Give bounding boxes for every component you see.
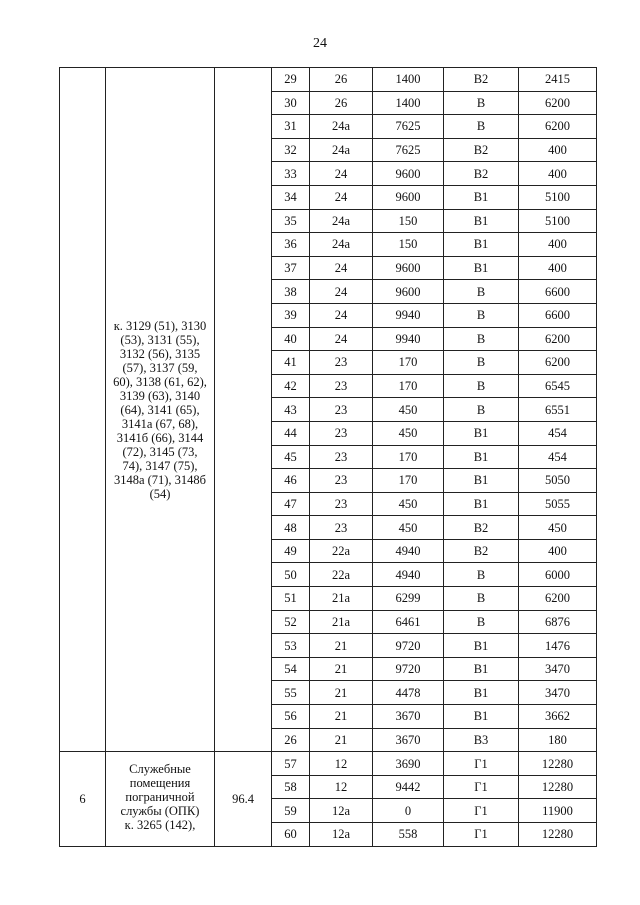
axis-cell: 24а bbox=[310, 209, 373, 233]
value-cell: 3662 bbox=[519, 705, 597, 729]
group-number-cell: 6 bbox=[60, 752, 106, 846]
class-cell: В bbox=[444, 327, 519, 351]
class-cell: В2 bbox=[444, 138, 519, 162]
class-cell: В2 bbox=[444, 516, 519, 540]
axis-cell: 24а bbox=[310, 138, 373, 162]
row-number-cell: 57 bbox=[272, 752, 310, 776]
class-cell: В1 bbox=[444, 681, 519, 705]
row-number-cell: 44 bbox=[272, 421, 310, 445]
row-number-cell: 41 bbox=[272, 351, 310, 375]
value-cell: 6200 bbox=[519, 327, 597, 351]
axis-cell: 24 bbox=[310, 280, 373, 304]
class-cell: В1 bbox=[444, 185, 519, 209]
row-number-cell: 40 bbox=[272, 327, 310, 351]
distance-cell: 3690 bbox=[373, 752, 444, 776]
value-cell: 2415 bbox=[519, 68, 597, 92]
distance-cell: 450 bbox=[373, 398, 444, 422]
value-cell: 6200 bbox=[519, 115, 597, 139]
class-cell: В bbox=[444, 587, 519, 611]
value-cell: 6600 bbox=[519, 280, 597, 304]
row-number-cell: 29 bbox=[272, 68, 310, 92]
distance-cell: 4940 bbox=[373, 539, 444, 563]
value-cell: 6876 bbox=[519, 610, 597, 634]
value-cell: 400 bbox=[519, 233, 597, 257]
class-cell: В bbox=[444, 563, 519, 587]
distance-cell: 4478 bbox=[373, 681, 444, 705]
class-cell: В bbox=[444, 610, 519, 634]
description-cell bbox=[106, 752, 215, 846]
class-cell: В bbox=[444, 115, 519, 139]
row-number-cell: 39 bbox=[272, 303, 310, 327]
value-cell: 6000 bbox=[519, 563, 597, 587]
row-number-cell: 54 bbox=[272, 657, 310, 681]
row-number-cell: 51 bbox=[272, 587, 310, 611]
class-cell: В3 bbox=[444, 728, 519, 752]
class-cell: В bbox=[444, 398, 519, 422]
description-text: Служебные помещения пограничной службы (ОПК) к. 3265 (142), bbox=[120, 762, 200, 833]
row-number-cell: 52 bbox=[272, 610, 310, 634]
class-cell: В1 bbox=[444, 421, 519, 445]
row-number-cell: 33 bbox=[272, 162, 310, 186]
axis-cell: 21 bbox=[310, 634, 373, 658]
distance-cell: 9600 bbox=[373, 256, 444, 280]
distance-cell: 170 bbox=[373, 445, 444, 469]
row-number-cell: 34 bbox=[272, 185, 310, 209]
class-cell: В1 bbox=[444, 445, 519, 469]
class-cell: В1 bbox=[444, 233, 519, 257]
distance-cell: 4940 bbox=[373, 563, 444, 587]
distance-cell: 450 bbox=[373, 421, 444, 445]
row-number-cell: 48 bbox=[272, 516, 310, 540]
row-number-cell: 43 bbox=[272, 398, 310, 422]
row-number-cell: 30 bbox=[272, 91, 310, 115]
distance-cell: 3670 bbox=[373, 705, 444, 729]
axis-cell: 23 bbox=[310, 421, 373, 445]
description-cell bbox=[106, 68, 215, 752]
axis-cell: 12 bbox=[310, 775, 373, 799]
value-cell: 5100 bbox=[519, 209, 597, 233]
distance-cell: 170 bbox=[373, 351, 444, 375]
axis-cell: 22а bbox=[310, 539, 373, 563]
axis-cell: 26 bbox=[310, 91, 373, 115]
distance-cell: 6461 bbox=[373, 610, 444, 634]
class-cell: Г1 bbox=[444, 752, 519, 776]
area-cell bbox=[215, 68, 272, 752]
value-cell: 6551 bbox=[519, 398, 597, 422]
value-cell: 3470 bbox=[519, 681, 597, 705]
document-table bbox=[59, 67, 597, 847]
distance-cell: 558 bbox=[373, 823, 444, 847]
class-cell: В1 bbox=[444, 469, 519, 493]
axis-cell: 23 bbox=[310, 445, 373, 469]
table-row bbox=[60, 752, 597, 776]
class-cell: В bbox=[444, 280, 519, 304]
distance-cell: 170 bbox=[373, 374, 444, 398]
area-cell: 96.4 bbox=[215, 752, 272, 846]
axis-cell: 23 bbox=[310, 469, 373, 493]
row-number-cell: 35 bbox=[272, 209, 310, 233]
distance-cell: 450 bbox=[373, 492, 444, 516]
class-cell: Г1 bbox=[444, 823, 519, 847]
row-number-cell: 38 bbox=[272, 280, 310, 304]
axis-cell: 21 bbox=[310, 681, 373, 705]
row-number-cell: 31 bbox=[272, 115, 310, 139]
value-cell: 6200 bbox=[519, 91, 597, 115]
distance-cell: 9720 bbox=[373, 657, 444, 681]
row-number-cell: 37 bbox=[272, 256, 310, 280]
value-cell: 400 bbox=[519, 256, 597, 280]
value-cell: 6600 bbox=[519, 303, 597, 327]
row-number-cell: 56 bbox=[272, 705, 310, 729]
axis-cell: 24а bbox=[310, 233, 373, 257]
group-number-cell bbox=[60, 68, 106, 752]
row-number-cell: 49 bbox=[272, 539, 310, 563]
value-cell: 12280 bbox=[519, 823, 597, 847]
row-number-cell: 58 bbox=[272, 775, 310, 799]
value-cell: 1476 bbox=[519, 634, 597, 658]
axis-cell: 24 bbox=[310, 256, 373, 280]
class-cell: В1 bbox=[444, 492, 519, 516]
value-cell: 6200 bbox=[519, 351, 597, 375]
distance-cell: 7625 bbox=[373, 115, 444, 139]
row-number-cell: 60 bbox=[272, 823, 310, 847]
row-number-cell: 47 bbox=[272, 492, 310, 516]
distance-cell: 9600 bbox=[373, 185, 444, 209]
value-cell: 6200 bbox=[519, 587, 597, 611]
axis-cell: 23 bbox=[310, 398, 373, 422]
value-cell: 450 bbox=[519, 516, 597, 540]
distance-cell: 9600 bbox=[373, 280, 444, 304]
axis-cell: 21 bbox=[310, 728, 373, 752]
axis-cell: 21 bbox=[310, 657, 373, 681]
row-number-cell: 50 bbox=[272, 563, 310, 587]
class-cell: В1 bbox=[444, 634, 519, 658]
row-number-cell: 36 bbox=[272, 233, 310, 257]
value-cell: 12280 bbox=[519, 752, 597, 776]
class-cell: В1 bbox=[444, 256, 519, 280]
distance-cell: 450 bbox=[373, 516, 444, 540]
distance-cell: 9600 bbox=[373, 162, 444, 186]
value-cell: 400 bbox=[519, 539, 597, 563]
distance-cell: 3670 bbox=[373, 728, 444, 752]
page-number: 24 bbox=[313, 36, 327, 51]
class-cell: Г1 bbox=[444, 775, 519, 799]
axis-cell: 12 bbox=[310, 752, 373, 776]
distance-cell: 1400 bbox=[373, 91, 444, 115]
row-number-cell: 26 bbox=[272, 728, 310, 752]
class-cell: В bbox=[444, 303, 519, 327]
class-cell: В1 bbox=[444, 209, 519, 233]
axis-cell: 12а bbox=[310, 823, 373, 847]
distance-cell: 150 bbox=[373, 233, 444, 257]
value-cell: 5050 bbox=[519, 469, 597, 493]
value-cell: 5055 bbox=[519, 492, 597, 516]
class-cell: В1 bbox=[444, 657, 519, 681]
distance-cell: 9720 bbox=[373, 634, 444, 658]
class-cell: В bbox=[444, 374, 519, 398]
class-cell: В bbox=[444, 351, 519, 375]
value-cell: 5100 bbox=[519, 185, 597, 209]
value-cell: 3470 bbox=[519, 657, 597, 681]
axis-cell: 23 bbox=[310, 516, 373, 540]
value-cell: 400 bbox=[519, 138, 597, 162]
distance-cell: 1400 bbox=[373, 68, 444, 92]
value-cell: 6545 bbox=[519, 374, 597, 398]
axis-cell: 21 bbox=[310, 705, 373, 729]
row-number-cell: 55 bbox=[272, 681, 310, 705]
axis-cell: 24 bbox=[310, 327, 373, 351]
class-cell: Г1 bbox=[444, 799, 519, 823]
value-cell: 11900 bbox=[519, 799, 597, 823]
row-number-cell: 46 bbox=[272, 469, 310, 493]
axis-cell: 24а bbox=[310, 115, 373, 139]
row-number-cell: 42 bbox=[272, 374, 310, 398]
axis-cell: 24 bbox=[310, 162, 373, 186]
value-cell: 454 bbox=[519, 421, 597, 445]
axis-cell: 23 bbox=[310, 492, 373, 516]
table-row bbox=[60, 68, 597, 92]
distance-cell: 170 bbox=[373, 469, 444, 493]
axis-cell: 21а bbox=[310, 610, 373, 634]
class-cell: В2 bbox=[444, 539, 519, 563]
distance-cell: 6299 bbox=[373, 587, 444, 611]
distance-cell: 0 bbox=[373, 799, 444, 823]
description-text: к. 3129 (51), 3130 (53), 3131 (55), 3132 (56), 3135 (57), 3137 (59, 60), 3138 (61, 62), 3139 (63), 3140 (64), 3141 (65), 3141а (67, 68), 3141б (66), 3144 (72), 3145 (73, 74), 3147 (75), 3148а (71), 3148б (54) bbox=[113, 318, 207, 501]
value-cell: 400 bbox=[519, 162, 597, 186]
row-number-cell: 32 bbox=[272, 138, 310, 162]
value-cell: 12280 bbox=[519, 775, 597, 799]
value-cell: 454 bbox=[519, 445, 597, 469]
distance-cell: 150 bbox=[373, 209, 444, 233]
distance-cell: 9442 bbox=[373, 775, 444, 799]
class-cell: В1 bbox=[444, 705, 519, 729]
axis-cell: 26 bbox=[310, 68, 373, 92]
row-number-cell: 53 bbox=[272, 634, 310, 658]
axis-cell: 24 bbox=[310, 303, 373, 327]
axis-cell: 23 bbox=[310, 374, 373, 398]
axis-cell: 23 bbox=[310, 351, 373, 375]
class-cell: В2 bbox=[444, 162, 519, 186]
axis-cell: 21а bbox=[310, 587, 373, 611]
row-number-cell: 59 bbox=[272, 799, 310, 823]
distance-cell: 9940 bbox=[373, 303, 444, 327]
axis-cell: 22а bbox=[310, 563, 373, 587]
distance-cell: 7625 bbox=[373, 138, 444, 162]
axis-cell: 24 bbox=[310, 185, 373, 209]
distance-cell: 9940 bbox=[373, 327, 444, 351]
value-cell: 180 bbox=[519, 728, 597, 752]
axis-cell: 12а bbox=[310, 799, 373, 823]
row-number-cell: 45 bbox=[272, 445, 310, 469]
class-cell: В bbox=[444, 91, 519, 115]
class-cell: В2 bbox=[444, 68, 519, 92]
